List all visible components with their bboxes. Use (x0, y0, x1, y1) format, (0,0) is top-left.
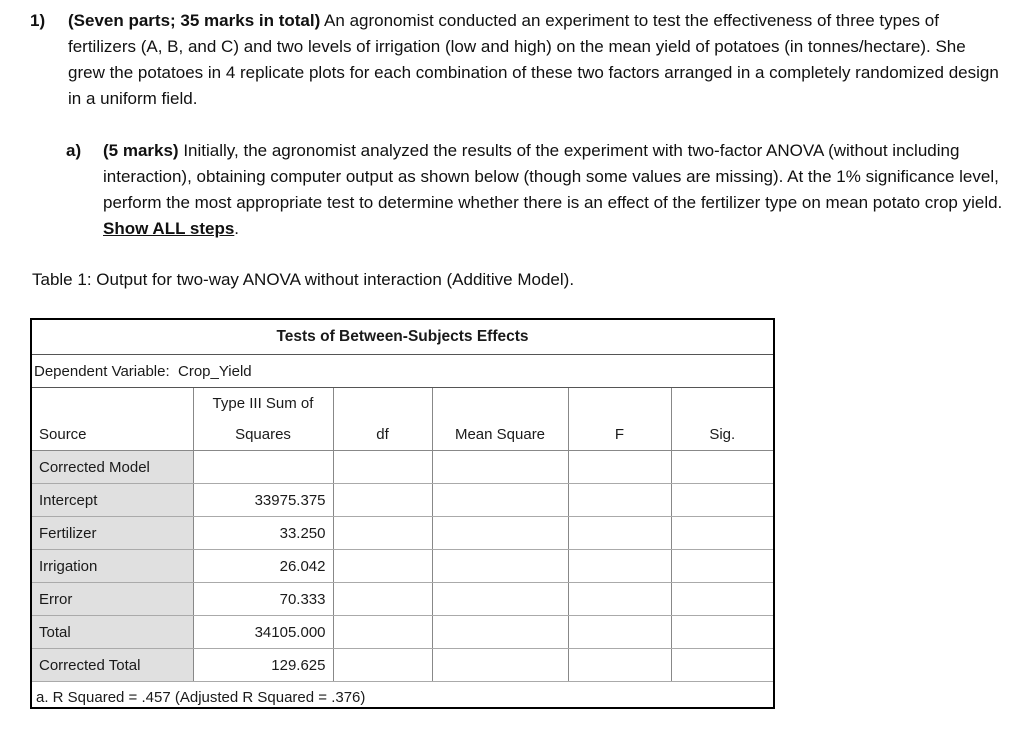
header-source: Source (32, 419, 193, 451)
table-row (32, 517, 773, 550)
table-row (32, 484, 773, 517)
table-row (32, 649, 773, 682)
row-ss: 33975.375 (193, 484, 333, 517)
table-row (32, 583, 773, 616)
anova-table (30, 318, 775, 709)
question-1 (30, 8, 1000, 112)
table-caption: Table 1: Output for two-way ANOVA without interaction (Additive Model). (32, 270, 575, 289)
part-a-letter: a) (66, 141, 82, 160)
table-footnote: a. R Squared = .457 (Adjusted R Squared = .376) (32, 682, 773, 714)
row-ss: 26.042 (193, 550, 333, 583)
part-a-marks: (5 marks) (103, 141, 179, 160)
question-body: An agronomist conducted an experiment to test the effectiveness of three types of fertilizers (A, B, and C) and two levels of irrigation (low and high) on the mean yield of potatoes (in tonnes/hectare). She grew the potatoes in 4 replicate plots for each combination of these two factors arranged in a completely randomized design in a uniform field. (68, 11, 999, 108)
dependent-value: Crop_Yield (178, 362, 252, 380)
row-ss (193, 451, 333, 484)
row-source: Error (32, 583, 193, 616)
dependent-variable (32, 355, 773, 388)
part-a-text (103, 138, 1006, 242)
row-ss: 129.625 (193, 649, 333, 682)
question-header: (Seven parts; 35 marks in total) (68, 11, 321, 30)
table-row (32, 451, 773, 484)
row-source: Irrigation (32, 550, 193, 583)
question-text (68, 8, 1000, 112)
show-all-steps: Show ALL steps (103, 219, 235, 238)
table-row (32, 616, 773, 649)
row-ss: 34105.000 (193, 616, 333, 649)
row-source: Total (32, 616, 193, 649)
table-row (32, 550, 773, 583)
row-source: Corrected Total (32, 649, 193, 682)
table-title: Tests of Between-Subjects Effects (32, 320, 773, 355)
question-number: 1) (30, 11, 46, 30)
row-source: Intercept (32, 484, 193, 517)
header-f: F (568, 419, 671, 451)
row-source: Corrected Model (32, 451, 193, 484)
header-ss-line2: Squares (193, 419, 333, 451)
header-mean-square: Mean Square (432, 419, 568, 451)
dependent-label: Dependent Variable: (34, 362, 170, 380)
header-ss-line1: Type III Sum of (212, 395, 314, 412)
row-ss: 33.250 (193, 517, 333, 550)
row-ss: 70.333 (193, 583, 333, 616)
row-source: Fertilizer (32, 517, 193, 550)
header-df: df (333, 419, 432, 451)
header-sig: Sig. (671, 419, 773, 451)
part-a-period: . (234, 219, 240, 238)
part-a (66, 138, 1006, 242)
part-a-body: Initially, the agronomist analyzed the results of the experiment with two-factor ANOVA (without including interaction), obtaining computer output as shown below (though some values are missing). At the 1% significance level, perform the most appropriate test to determine whether there is an effect of the fertilizer type on mean potato crop yield. (103, 141, 1003, 212)
